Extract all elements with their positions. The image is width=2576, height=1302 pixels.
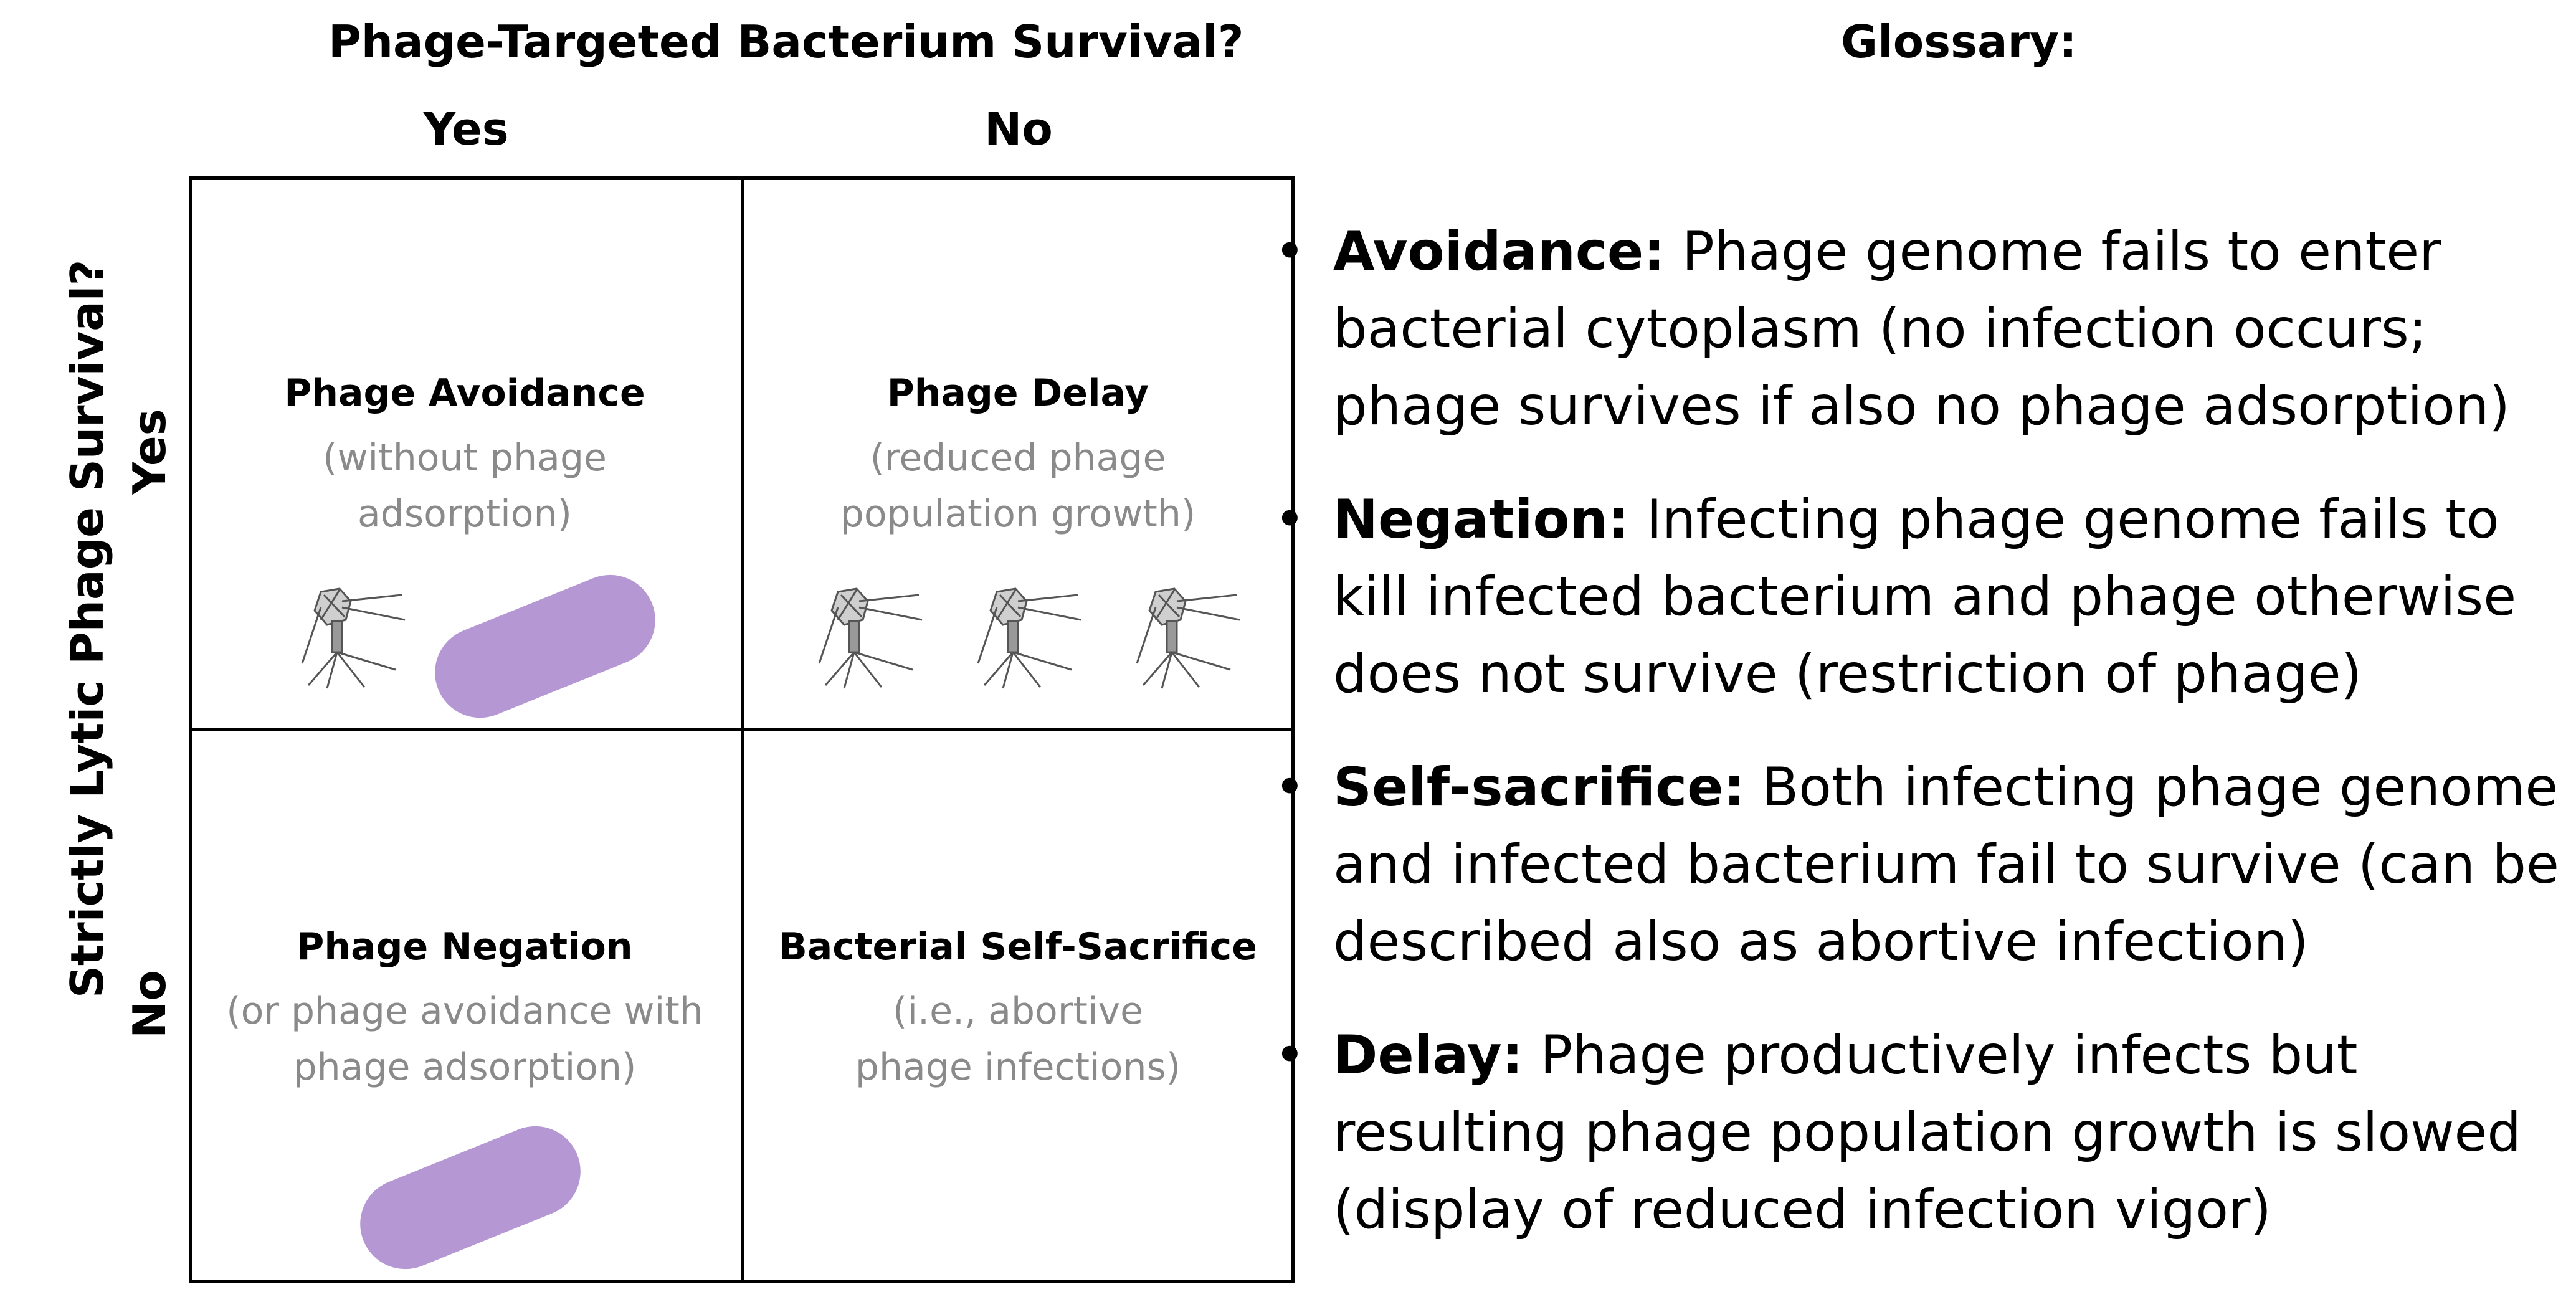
cell-negation-subtitle: (or phage avoidance with phage adsorption) bbox=[226, 989, 703, 1089]
cell-delay-title: Phage Delay bbox=[886, 371, 1149, 415]
cell-avoidance-title: Phage Avoidance bbox=[284, 371, 645, 415]
glossary-definition: Infecting phage genome fails to kill infected bacterium and phage otherwise does not survive (restriction of phage) bbox=[1333, 488, 2517, 705]
row-header-yes: Yes bbox=[123, 409, 176, 495]
cell-negation-title: Phage Negation bbox=[297, 925, 633, 969]
bullet-icon: • bbox=[1274, 488, 1306, 551]
row-axis-title: Strictly Lytic Phage Survival? bbox=[61, 259, 113, 998]
row-header-no: No bbox=[123, 970, 176, 1038]
phage-icon bbox=[1131, 582, 1243, 695]
cell-self-sacrifice-subtitle: (i.e., abortive phage infections) bbox=[855, 989, 1181, 1089]
glossary-heading: Glossary: bbox=[1841, 16, 2077, 68]
glossary-definition: Phage productively infects but resulting phage population growth is slowed (display of reduced infection vigor) bbox=[1333, 1024, 2521, 1241]
glossary-definition: Phage genome fails to enter bacterial cytoplasm (no infection occurs; phage survives if also no phage adsorption) bbox=[1333, 221, 2510, 437]
cell-self-sacrifice-title: Bacterial Self-Sacrifice bbox=[779, 925, 1257, 969]
bullet-icon: • bbox=[1274, 1024, 1306, 1086]
phage-icon bbox=[813, 582, 925, 695]
glossary-item-self-sacrifice bbox=[1274, 749, 2567, 981]
glossary-definition: Both infecting phage genome and infected bacterium fail to survive (can be described also as abortive infection) bbox=[1333, 756, 2559, 973]
glossary-term: Avoidance: bbox=[1333, 221, 1665, 283]
phage-icon bbox=[296, 582, 408, 695]
column-header-no: No bbox=[984, 103, 1053, 155]
glossary-term: Delay: bbox=[1333, 1024, 1524, 1086]
cell-delay-subtitle: (reduced phage population growth) bbox=[840, 436, 1196, 536]
glossary-term: Self-sacrifice: bbox=[1333, 756, 1745, 819]
glossary-item-avoidance bbox=[1274, 213, 2567, 445]
bullet-icon: • bbox=[1274, 756, 1306, 819]
cell-avoidance-subtitle: (without phage adsorption) bbox=[323, 436, 607, 536]
bullet-icon: • bbox=[1274, 221, 1306, 283]
column-header-yes: Yes bbox=[423, 103, 509, 155]
column-axis-title: Phage-Targeted Bacterium Survival? bbox=[328, 16, 1244, 68]
glossary-item-delay bbox=[1274, 1017, 2567, 1248]
glossary-item-negation bbox=[1274, 481, 2567, 713]
glossary-term: Negation: bbox=[1333, 488, 1630, 551]
matrix-horizontal-divider bbox=[189, 728, 1295, 731]
phage-icon bbox=[972, 582, 1084, 695]
